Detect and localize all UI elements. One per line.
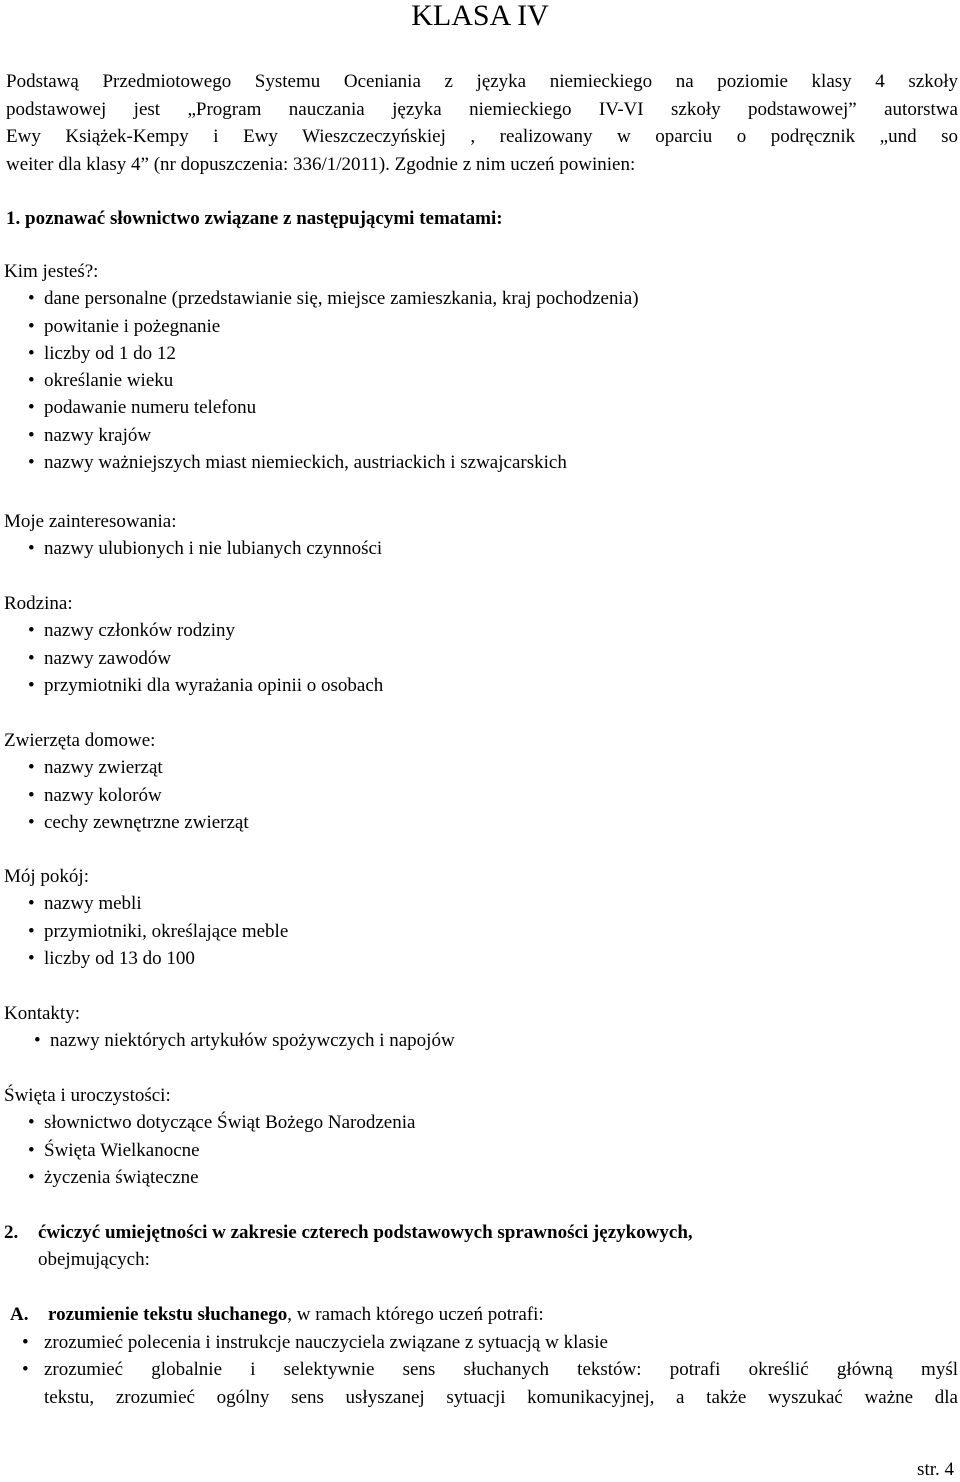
list-item bbox=[4, 367, 639, 394]
bullet-icon: • bbox=[22, 1359, 29, 1380]
list-item-text: dane personalne (przedstawianie się, miejsce zamieszkania, kraj pochodzenia) bbox=[44, 288, 639, 310]
list-item bbox=[4, 890, 288, 917]
list-item bbox=[4, 645, 383, 672]
bullet-icon: • bbox=[28, 920, 35, 942]
list-item-text: zrozumieć globalnie i selektywnie sens słuchanych tekstów: potrafi określić główną myśl bbox=[44, 1359, 958, 1380]
topic-category: Mój pokój: bbox=[4, 866, 89, 887]
list-item bbox=[4, 1137, 415, 1164]
bullet-icon: • bbox=[28, 315, 35, 337]
intro-line: Podstawą Przedmiotowego Systemu Oceniania z języka niemieckiego na poziomie klasy 4 szkoły bbox=[6, 71, 958, 92]
list-item bbox=[4, 1164, 415, 1191]
intro-line: weiter dla klasy 4” (nr dopuszczenia: 336/1/2011). Zgodnie z nim uczeń powinien: bbox=[6, 153, 636, 175]
topic-list bbox=[4, 1109, 415, 1191]
list-item bbox=[4, 945, 288, 972]
bullet-icon: • bbox=[28, 452, 35, 474]
list-item-text: nazwy ważniejszych miast niemieckich, austriackich i szwajcarskich bbox=[44, 452, 567, 474]
list-item-text: nazwy mebli bbox=[44, 893, 142, 915]
bullet-icon: • bbox=[28, 620, 35, 642]
section-1-heading: 1. poznawać słownictwo związane z następującymi tematami: bbox=[6, 208, 503, 229]
intro-line: Ewy Książek-Kempy i Ewy Wieszczeczyńskiej , realizowany w oparciu o podręcznik „und so bbox=[6, 126, 958, 147]
list-item-text: słownictwo dotyczące Świąt Bożego Narodzenia bbox=[44, 1112, 416, 1134]
bullet-icon: • bbox=[22, 1331, 29, 1353]
bullet-icon: • bbox=[28, 397, 35, 419]
list-item-text: podawanie numeru telefonu bbox=[44, 397, 257, 419]
topic-list bbox=[4, 754, 249, 836]
section-2-number: 2. bbox=[4, 1222, 19, 1243]
bullet-icon: • bbox=[28, 947, 35, 969]
topic-category: Zwierzęta domowe: bbox=[4, 730, 156, 751]
topic-category: Święta i uroczystości: bbox=[4, 1085, 171, 1106]
intro-line: podstawowej jest „Program nauczania języka niemieckiego IV-VI szkoły podstawowej” autorstwa bbox=[6, 98, 958, 120]
bullet-icon: • bbox=[28, 674, 35, 696]
section-a-rest-text: , w ramach którego uczeń potrafi: bbox=[287, 1304, 544, 1325]
list-item-text: określanie wieku bbox=[44, 370, 174, 392]
list-item bbox=[4, 754, 249, 781]
bullet-icon: • bbox=[28, 893, 35, 915]
topic-list bbox=[4, 617, 383, 699]
list-item bbox=[4, 1027, 455, 1054]
list-item-text: nazwy niektórych artykułów spożywczych i napojów bbox=[50, 1030, 455, 1052]
list-item-text: nazwy kolorów bbox=[44, 784, 162, 806]
topic-category: Kontakty: bbox=[4, 1003, 80, 1024]
list-item bbox=[4, 535, 382, 562]
bullet-icon: • bbox=[28, 1139, 35, 1161]
list-item-text: nazwy ulubionych i nie lubianych czynności bbox=[44, 538, 383, 560]
list-item bbox=[10, 1329, 958, 1357]
topic-list bbox=[4, 1027, 455, 1054]
bullet-icon: • bbox=[28, 1166, 35, 1188]
list-item bbox=[4, 313, 639, 340]
list-item-text-continuation: tekstu, zrozumieć ogólny sens usłyszanej sytuacji komunikacyjnej, a także wyszukać ważne dla bbox=[44, 1386, 958, 1408]
bullet-icon: • bbox=[28, 757, 35, 779]
topic-category: Kim jesteś?: bbox=[4, 261, 99, 282]
intro-paragraph bbox=[6, 68, 958, 178]
bullet-icon: • bbox=[28, 538, 35, 560]
section-2-continuation: obejmujących: bbox=[38, 1249, 150, 1270]
section-a bbox=[10, 1301, 958, 1411]
topic-block bbox=[4, 1000, 455, 1055]
list-item-text: nazwy krajów bbox=[44, 424, 152, 446]
page-number: str. 4 bbox=[917, 1459, 954, 1480]
bullet-icon: • bbox=[34, 1030, 41, 1052]
bullet-icon: • bbox=[28, 784, 35, 806]
bullet-icon: • bbox=[28, 1112, 35, 1134]
list-item-text: przymiotniki dla wyrażania opinii o osobach bbox=[44, 674, 384, 696]
section-a-list bbox=[10, 1329, 958, 1412]
bullet-icon: • bbox=[28, 288, 35, 310]
list-item bbox=[4, 809, 249, 836]
list-item bbox=[4, 617, 383, 644]
list-item-text: nazwy członków rodziny bbox=[44, 620, 235, 642]
topic-block bbox=[4, 258, 639, 476]
list-item-text: przymiotniki, określające meble bbox=[44, 920, 289, 942]
topic-block bbox=[4, 508, 382, 563]
topic-block bbox=[4, 590, 383, 699]
topic-category: Rodzina: bbox=[4, 593, 73, 614]
list-item-text: nazwy zwierząt bbox=[44, 757, 163, 779]
bullet-icon: • bbox=[28, 370, 35, 392]
topic-list bbox=[4, 535, 382, 562]
list-item-text: cechy zewnętrzne zwierząt bbox=[44, 811, 249, 833]
list-item-text: zrozumieć polecenia i instrukcje nauczyciela związane z sytuacją w klasie bbox=[44, 1331, 608, 1353]
topic-block bbox=[4, 1082, 415, 1191]
bullet-icon: • bbox=[28, 811, 35, 833]
topic-block bbox=[4, 863, 288, 972]
section-a-bold-text: rozumienie tekstu słuchanego bbox=[48, 1304, 288, 1325]
topic-list bbox=[4, 285, 639, 476]
bullet-icon: • bbox=[28, 647, 35, 669]
topic-list bbox=[4, 890, 288, 972]
list-item-text: Święta Wielkanocne bbox=[44, 1139, 200, 1161]
list-item-text: nazwy zawodów bbox=[44, 647, 172, 669]
list-item bbox=[4, 340, 639, 367]
list-item-text: liczby od 13 do 100 bbox=[44, 947, 195, 969]
section-2-heading: ćwiczyć umiejętności w zakresie czterech podstawowych sprawności językowych, bbox=[38, 1222, 693, 1243]
list-item bbox=[4, 1109, 415, 1136]
section-a-heading bbox=[10, 1301, 958, 1329]
list-item-text: życzenia świąteczne bbox=[44, 1166, 199, 1188]
list-item-text: powitanie i pożegnanie bbox=[44, 315, 221, 337]
list-item bbox=[4, 285, 639, 312]
section-2 bbox=[4, 1219, 693, 1273]
list-item bbox=[4, 422, 639, 449]
list-item-text: liczby od 1 do 12 bbox=[44, 342, 176, 364]
topic-category: Moje zainteresowania: bbox=[4, 511, 177, 532]
list-item bbox=[4, 394, 639, 421]
section-a-letter: A. bbox=[10, 1304, 29, 1325]
list-item bbox=[4, 918, 288, 945]
list-item bbox=[10, 1356, 958, 1411]
list-item bbox=[4, 782, 249, 809]
bullet-icon: • bbox=[28, 424, 35, 446]
topic-block bbox=[4, 727, 249, 836]
bullet-icon: • bbox=[28, 342, 35, 364]
page-title: KLASA IV bbox=[411, 0, 549, 32]
list-item bbox=[4, 672, 383, 699]
list-item bbox=[4, 449, 639, 476]
